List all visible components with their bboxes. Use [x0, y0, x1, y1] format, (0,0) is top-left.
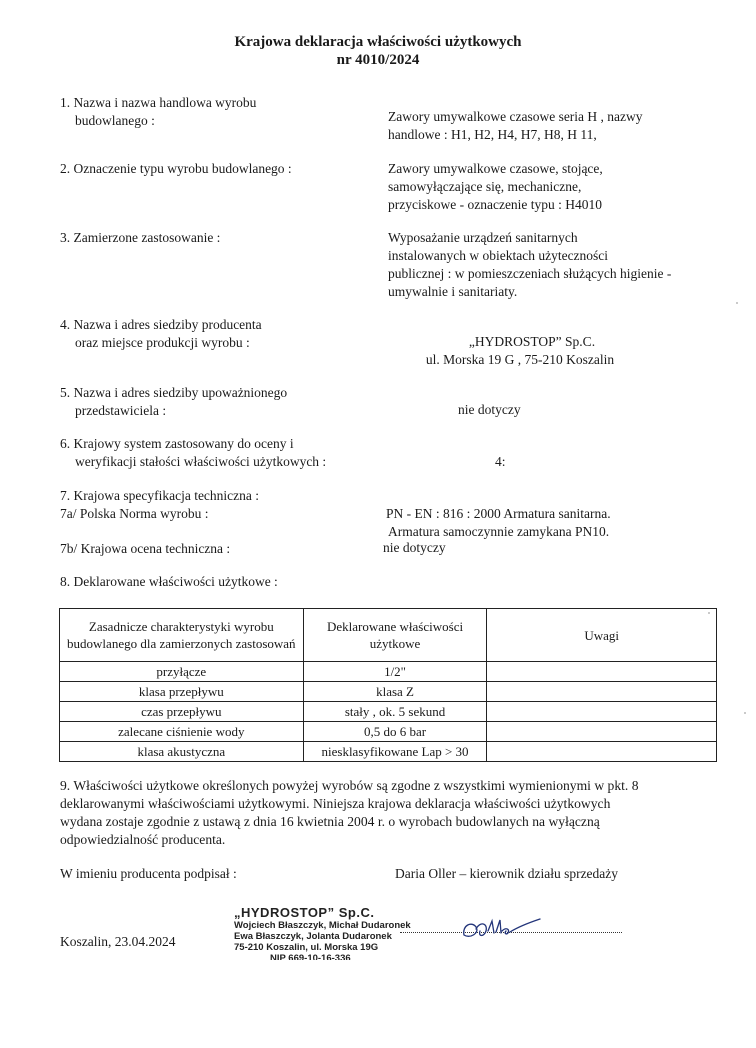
section-4-value [400, 333, 640, 369]
section-5-value-text: nie dotyczy [458, 402, 521, 417]
section-3-value-line1: Wyposażanie urządzeń sanitarnych [388, 230, 578, 245]
signatory [395, 865, 618, 883]
document-title: Krajowa deklaracja właściwości użytkowych [234, 34, 522, 50]
section-7a-value-line1: PN - EN : 816 : 2000 Armatura sanitarna. [386, 506, 611, 521]
table-row [60, 682, 717, 702]
section-3-value-line4: umywalnie i sanitariaty. [388, 284, 518, 299]
table-cell-note [487, 722, 717, 742]
section-7b-value [383, 539, 446, 557]
section-8-label [60, 573, 278, 591]
section-9-line4: odpowiedzialność producenta. [60, 832, 226, 847]
section-7a-label: 7a/ Polska Norma wyrobu : [60, 506, 209, 521]
stamp-owners-line1: Wojciech Błaszczyk, Michał Dudaronek [234, 920, 411, 931]
scan-speck [736, 302, 738, 304]
section-7-label [60, 487, 259, 523]
table-row [60, 662, 717, 682]
section-4-label [60, 316, 262, 352]
section-6-label [60, 435, 326, 471]
handwritten-signature [458, 915, 548, 945]
table-cell-value: 1/2" [303, 662, 487, 682]
section-9-line3: wydana zostaje zgodnie z ustawą z dnia 16 kwietnia 2004 r. o wyrobach budowlanych na wyłączną [60, 814, 600, 829]
table-cell-value: 0,5 do 6 bar [303, 722, 487, 742]
section-5-label-line1: 5. Nazwa i adres siedziby upoważnionego [60, 385, 288, 400]
section-2-value-line1: Zawory umywalkowe czasowe, stojące, [388, 161, 603, 176]
stamp-nip: NIP 669-10-16-336 [270, 953, 351, 960]
section-2-label [60, 160, 292, 178]
table-cell-note [487, 662, 717, 682]
section-3-value-line3: publicznej : w pomieszczeniach służących higienie - [388, 266, 672, 281]
stamp-owners-line2: Ewa Błaszczyk, Jolanta Dudaronek [234, 931, 392, 942]
section-6-label-line2: weryfikacji stałości właściwości użytkowych : [75, 454, 327, 469]
section-1-value [388, 108, 643, 144]
section-2-label-text: 2. Oznaczenie typu wyrobu budowlanego : [60, 161, 292, 176]
table-row [60, 722, 717, 742]
header-characteristics: Zasadnicze charakterystyki wyrobu budowlanego dla zamierzonych zastosowań [60, 609, 304, 662]
section-1-value-line2: handlowe : H1, H2, H4, H7, H8, H 11, [388, 127, 597, 142]
section-6-label-line1: 6. Krajowy system zastosowany do oceny i [60, 436, 294, 451]
table-cell-value: klasa Z [303, 682, 487, 702]
stamp-company-name: „HYDROSTOP” Sp.C. [234, 905, 375, 920]
section-1-label [60, 94, 256, 130]
table-cell-characteristic: klasa akustyczna [60, 742, 304, 762]
table-header-row [60, 609, 717, 662]
section-4-label-line2: oraz miejsce produkcji wyrobu : [75, 335, 250, 350]
section-7a-value [386, 505, 611, 541]
signed-label-text: W imieniu producenta podpisał : [60, 866, 237, 881]
section-1-label-line1: 1. Nazwa i nazwa handlowa wyrobu [60, 95, 257, 110]
section-6-value [495, 453, 506, 471]
section-7-label-text: 7. Krajowa specyfikacja techniczna : [60, 488, 260, 503]
header-notes: Uwagi [487, 609, 717, 662]
section-9-line2: deklarowanymi właściwościami użytkowymi. Niniejsza krajowa deklaracja właściwości użytkowych [60, 796, 611, 811]
section-7a-value-line2: Armatura samoczynnie zamykana PN10. [388, 524, 610, 539]
section-9-statement [60, 777, 639, 849]
section-5-label-line2: przedstawiciela : [75, 403, 167, 418]
table-row [60, 742, 717, 762]
section-3-label-text: 3. Zamierzone zastosowanie : [60, 230, 221, 245]
table-row [60, 702, 717, 722]
section-1-value-line1: Zawory umywalkowe czasowe seria H , nazwy [388, 109, 643, 124]
section-5-label [60, 384, 287, 420]
section-5-value [458, 401, 521, 419]
manufacturer-address: ul. Morska 19 G , 75-210 Koszalin [425, 352, 615, 367]
signatory-text: Daria Oller – kierownik działu sprzedaży [395, 866, 619, 881]
signed-label [60, 865, 237, 883]
scan-speck [708, 612, 710, 614]
section-6-value-text: 4: [495, 454, 506, 469]
table-cell-note [487, 682, 717, 702]
section-2-value [388, 160, 603, 214]
table-cell-note [487, 742, 717, 762]
place-date-text: Koszalin, 23.04.2024 [60, 934, 176, 949]
section-2-value-line3: przyciskowe - oznaczenie typu : H4010 [388, 197, 603, 212]
properties-table [59, 608, 717, 762]
section-7b-label-text: 7b/ Krajowa ocena techniczna : [60, 541, 231, 556]
table-cell-characteristic: czas przepływu [60, 702, 304, 722]
section-4-label-line1: 4. Nazwa i adres siedziby producenta [60, 317, 262, 332]
table-cell-note [487, 702, 717, 722]
section-7b-value-text: nie dotyczy [383, 540, 446, 555]
stamp-address: 75-210 Koszalin, ul. Morska 19G [234, 942, 379, 953]
company-stamp [234, 905, 411, 960]
section-3-value-line2: instalowanych w obiektach użyteczności [388, 248, 609, 263]
table-cell-value: niesklasyfikowane Lap > 30 [303, 742, 487, 762]
table-cell-characteristic: przyłącze [60, 662, 304, 682]
table-cell-characteristic: zalecane ciśnienie wody [60, 722, 304, 742]
section-3-value [388, 229, 671, 301]
section-3-label [60, 229, 220, 247]
table-cell-value: stały , ok. 5 sekund [303, 702, 487, 722]
scan-speck [744, 712, 746, 714]
section-9-line1: 9. Właściwości użytkowe określonych powyżej wyrobów są zgodne z wszystkimi wymienionymi w pkt. 8 [60, 778, 639, 793]
manufacturer-name: „HYDROSTOP” Sp.C. [468, 334, 596, 349]
table-cell-characteristic: klasa przepływu [60, 682, 304, 702]
section-2-value-line2: samowyłączające się, mechaniczne, [388, 179, 582, 194]
section-7b-label [60, 540, 230, 558]
document-number: nr 4010/2024 [336, 52, 420, 68]
section-1-label-line2: budowlanego : [75, 113, 155, 128]
section-8-label-text: 8. Deklarowane właściwości użytkowe : [60, 574, 278, 589]
header-declared-values: Deklarowane właściwości użytkowe [303, 609, 487, 662]
place-date [60, 933, 176, 951]
